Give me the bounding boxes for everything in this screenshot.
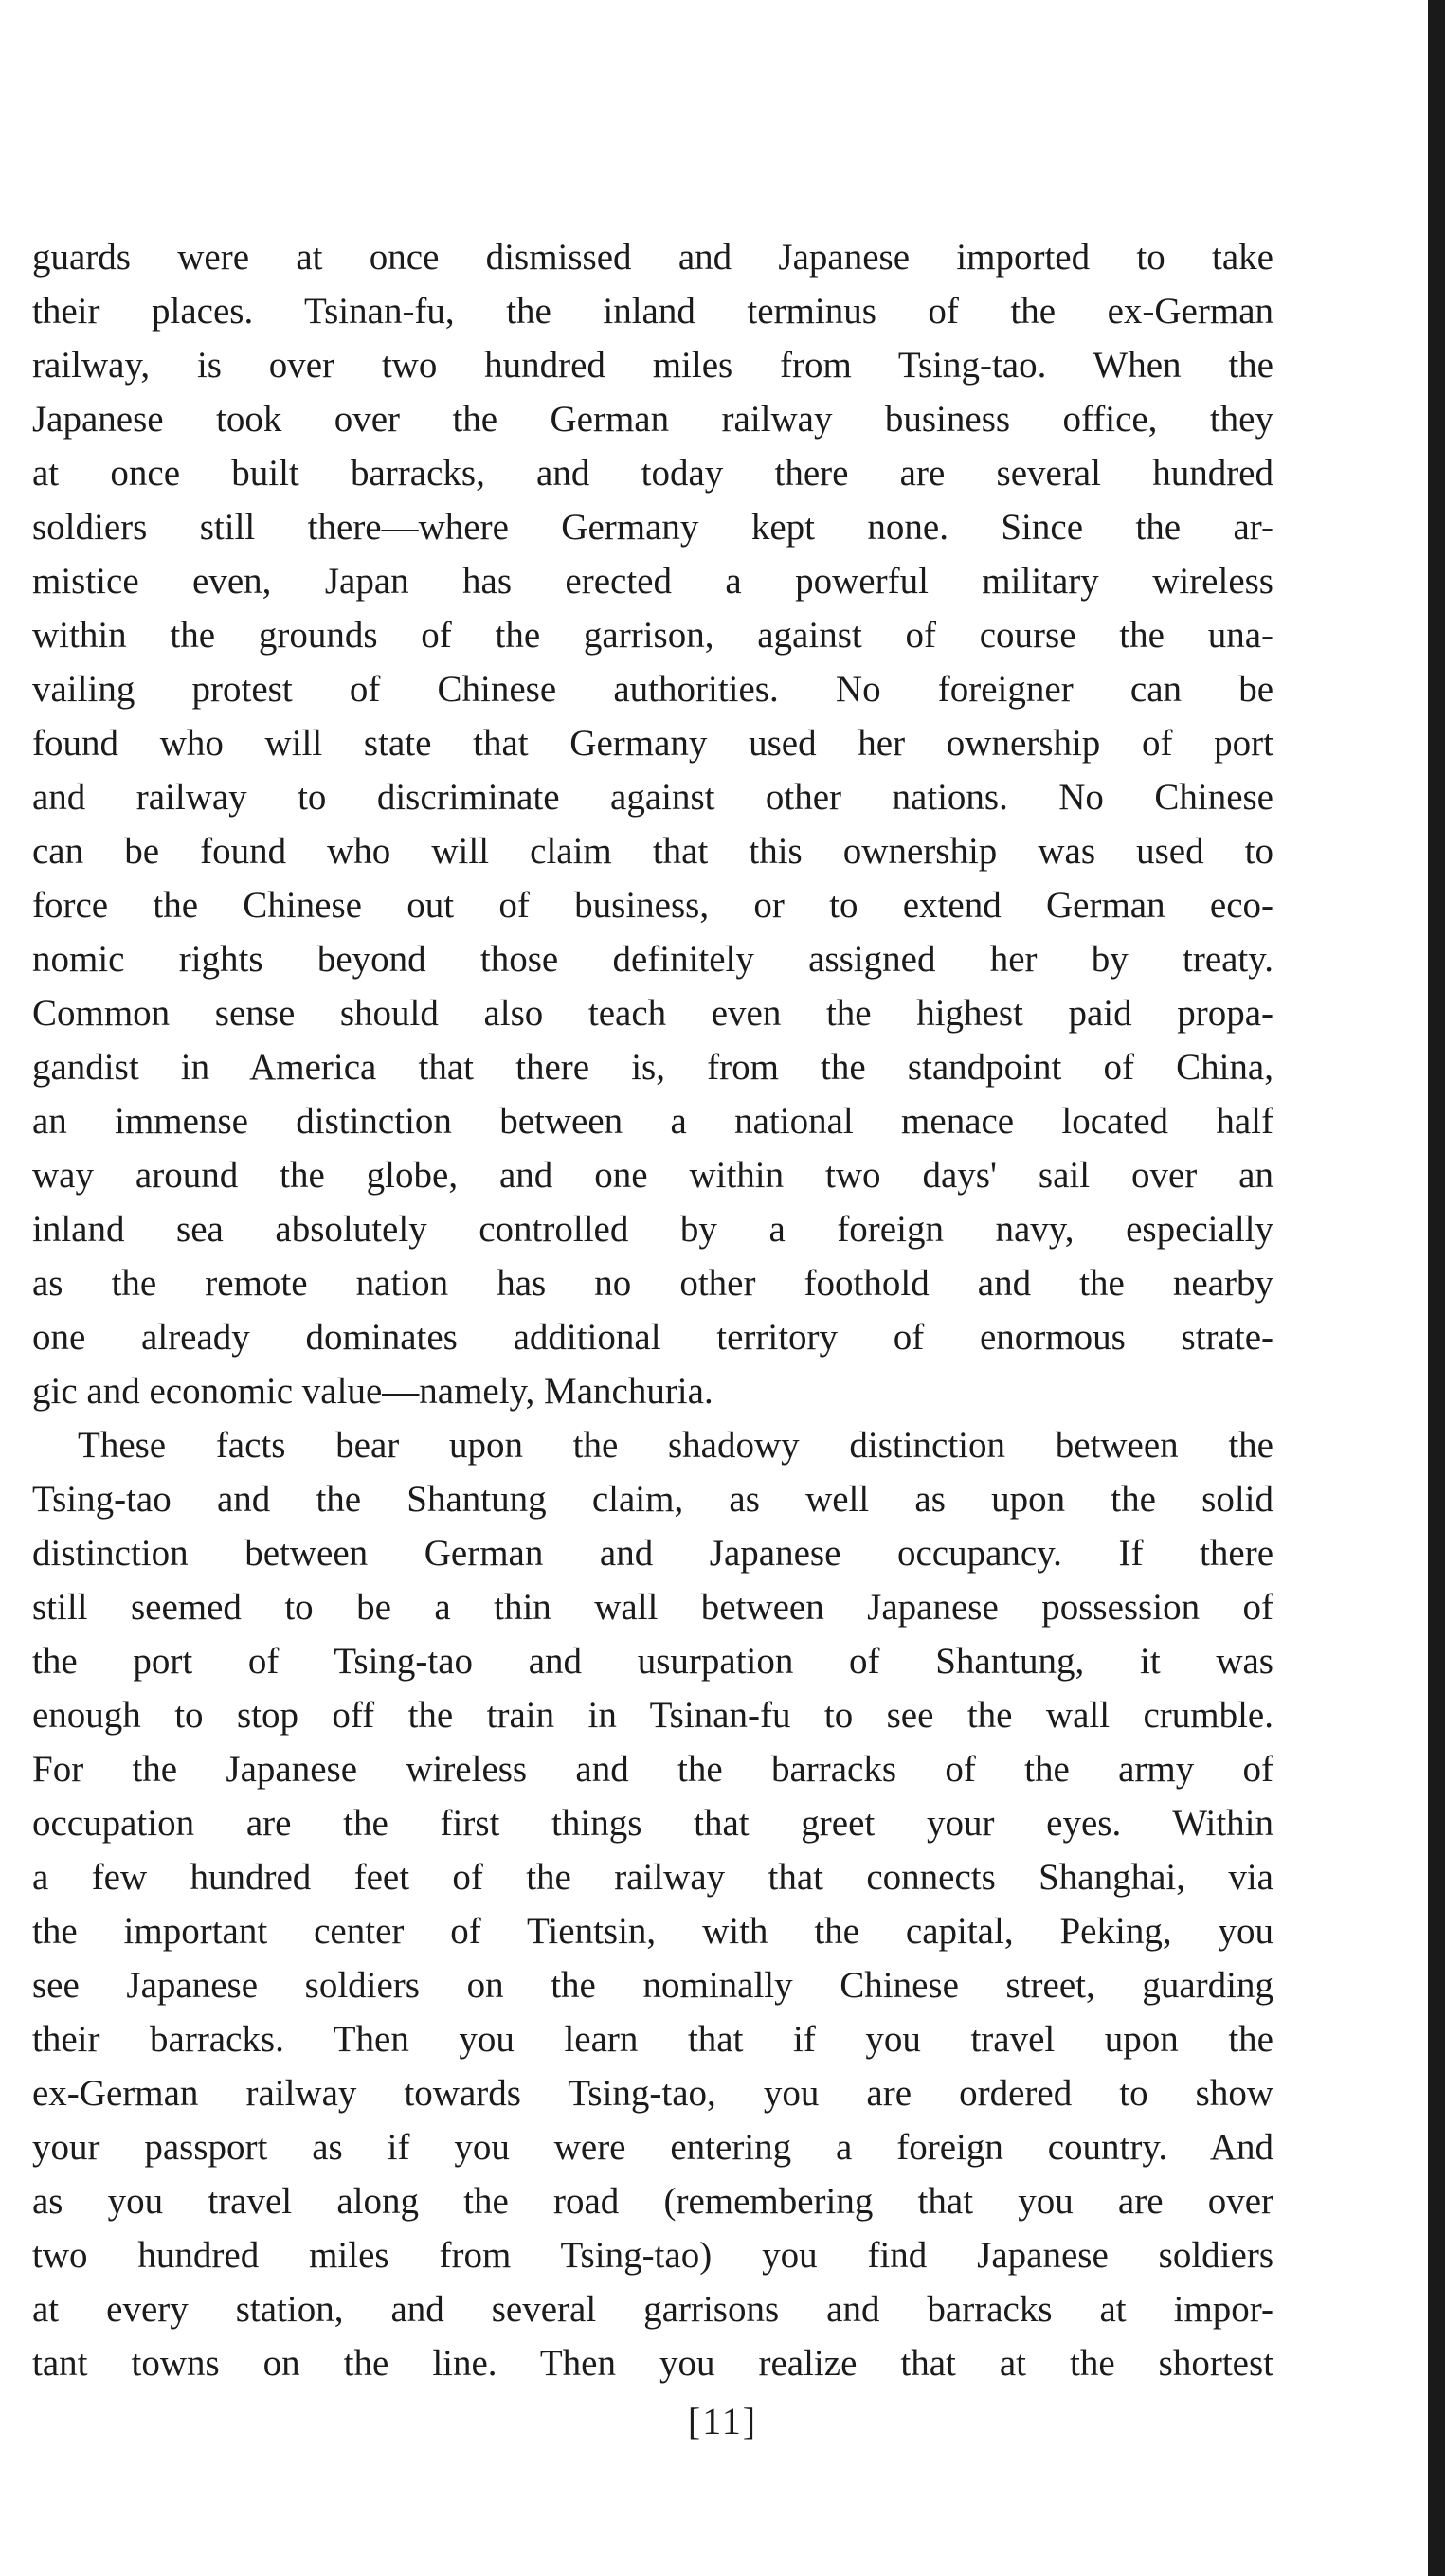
text-line: can be found who will claim that this ownership was used to bbox=[32, 831, 1273, 872]
text-line: railway, is over two hundred miles from Tsing-tao. When the bbox=[32, 345, 1273, 386]
text-line: one already dominates additional territory of enormous strate- bbox=[32, 1317, 1273, 1358]
text-line: Tsing-tao and the Shantung claim, as well as upon the solid bbox=[32, 1479, 1273, 1520]
text-line: at once built barracks, and today there are several hundred bbox=[32, 453, 1273, 494]
text-line: mistice even, Japan has erected a powerful military wireless bbox=[32, 561, 1273, 602]
text-line: within the grounds of the garrison, against of course the una- bbox=[32, 615, 1273, 656]
text-line: way around the globe, and one within two days' sail over an bbox=[32, 1155, 1273, 1196]
text-line: still seemed to be a thin wall between Japanese possession of bbox=[32, 1587, 1273, 1628]
text-line: their places. Tsinan-fu, the inland terminus of the ex-German bbox=[32, 291, 1273, 332]
text-line: see Japanese soldiers on the nominally Chinese street, guarding bbox=[32, 1965, 1273, 2006]
text-line: Common sense should also teach even the highest paid propa- bbox=[32, 993, 1273, 1034]
text-line: their barracks. Then you learn that if you travel upon the bbox=[32, 2019, 1273, 2060]
text-line: tant towns on the line. Then you realize that at the shortest bbox=[32, 2343, 1273, 2384]
text-line: your passport as if you were entering a foreign country. And bbox=[32, 2127, 1273, 2168]
text-line: These facts bear upon the shadowy distinction between the bbox=[78, 1425, 1273, 1466]
text-line: guards were at once dismissed and Japanese imported to take bbox=[32, 237, 1273, 278]
text-line: two hundred miles from Tsing-tao) you find Japanese soldiers bbox=[32, 2235, 1273, 2276]
text-line: the port of Tsing-tao and usurpation of Shantung, it was bbox=[32, 1641, 1273, 1682]
text-line: found who will state that Germany used her ownership of port bbox=[32, 723, 1273, 764]
text-line: and railway to discriminate against other nations. No Chinese bbox=[32, 777, 1273, 818]
text-line: an immense distinction between a national menace located half bbox=[32, 1101, 1273, 1142]
text-line: occupation are the first things that greet your eyes. Within bbox=[32, 1803, 1273, 1844]
text-line: Japanese took over the German railway business office, they bbox=[32, 399, 1273, 440]
text-line: as the remote nation has no other foothold and the nearby bbox=[32, 1263, 1273, 1304]
text-line: For the Japanese wireless and the barracks of the army of bbox=[32, 1749, 1273, 1790]
text-line: force the Chinese out of business, or to extend German eco- bbox=[32, 885, 1273, 926]
text-line: soldiers still there—where Germany kept none. Since the ar- bbox=[32, 507, 1273, 548]
text-line: gandist in America that there is, from the standpoint of China, bbox=[32, 1047, 1273, 1088]
text-line: a few hundred feet of the railway that connects Shanghai, via bbox=[32, 1857, 1273, 1898]
text-line: ex-German railway towards Tsing-tao, you are ordered to show bbox=[32, 2073, 1273, 2114]
text-line: vailing protest of Chinese authorities. No foreigner can be bbox=[32, 669, 1273, 710]
text-line: inland sea absolutely controlled by a foreign navy, especially bbox=[32, 1209, 1273, 1250]
page-edge-shadow bbox=[1428, 0, 1445, 2576]
text-line: as you travel along the road (remembering that you are over bbox=[32, 2181, 1273, 2222]
text-line: the important center of Tientsin, with the capital, Peking, you bbox=[32, 1911, 1273, 1952]
body-text bbox=[32, 230, 1273, 2390]
text-line: enough to stop off the train in Tsinan-fu to see the wall crumble. bbox=[32, 1695, 1273, 1736]
text-line: gic and economic value—namely, Manchuria. bbox=[32, 1371, 713, 1412]
text-line: distinction between German and Japanese occupancy. If there bbox=[32, 1533, 1273, 1574]
text-line: nomic rights beyond those definitely assigned her by treaty. bbox=[32, 939, 1273, 980]
text-line: at every station, and several garrisons and barracks at impor- bbox=[32, 2289, 1273, 2330]
page-number: [11] bbox=[687, 2400, 758, 2442]
